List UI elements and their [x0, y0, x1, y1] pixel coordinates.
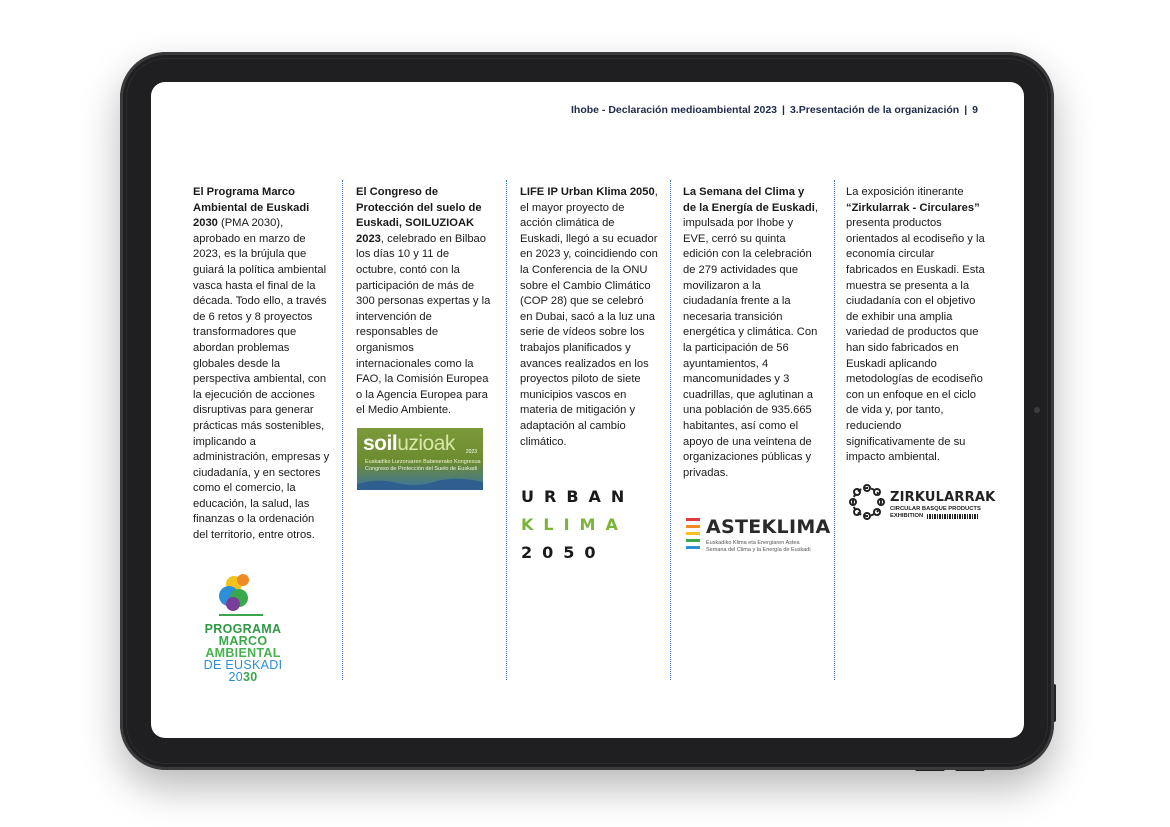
soiluzioak-wordmark [363, 432, 455, 456]
pma-2030-logo [193, 570, 293, 690]
pma-line-1: PROGRAMA [204, 622, 282, 636]
pma-text [193, 623, 293, 683]
column-bold-lead: LIFE IP Urban Klima 2050 [520, 186, 655, 198]
urban-year: 2050 [521, 543, 606, 562]
column-pma [193, 185, 331, 544]
column-text: , impulsada por Ihobe y EVE, cerró su quinta edición con la celebración de 279 actividades que movilizaron a la ciudadanía frente a la necesaria transición energética y climática. Con la participación de 56 ayuntamientos, 4 mancomunidades y 3 cuadrillas, que aglutinan a una población de 935.665 habitantes, así como el apoyo de una veintena de organizaciones públicas y privadas. [683, 201, 818, 479]
soil-a: soil [363, 432, 398, 455]
header-separator: | [964, 104, 968, 116]
column-text: (PMA 2030), aprobado en marzo de 2023, es la brújula que guiará la política ambiental vasca hasta el final de la década. Todo ello, a través de 6 retos y 8 proyectos transformadores que abordan problemas globales desde la perspectiva ambiental, con la ejecución de acciones disruptivas para generar prácticas más sostenibles, implicando a administración, empresas y ciudadanía, y en sectores como el comercio, la educación, la salud, las finanzas o la ordenación del territorio, entre otros. [193, 217, 330, 542]
zirkularrak-sub-2: EXHIBITION [890, 513, 924, 519]
zirkularrak-ring-icon [847, 482, 887, 522]
soil-badge: 2023 [465, 449, 477, 455]
pma-year [193, 671, 293, 683]
asteklima-sub-2: Semana del Clima y la Energía de Euskadi [706, 547, 811, 553]
column-divider [670, 180, 671, 680]
column-soiluzioak [356, 185, 491, 419]
column-bold-lead: El Congreso de Protección del suelo de Euskadi, SOILUZIOAK 2023 [356, 186, 482, 245]
pma-line-3: AMBIENTAL [205, 646, 281, 660]
column-text: , celebrado en Bilbao los días 10 y 11 de octubre, contó con la participación de más de 300 personas expertas y la intervención de responsables de organismos internacionales como la FAO, la Comisión Europea o la Agencia Europea para el Medio Ambiente. [356, 232, 491, 417]
zirkularrak-sub-1: CIRCULAR BASQUE PRODUCTS [890, 506, 981, 512]
column-text: , el mayor proyecto de acción climática de Euskadi, llegó a su ecuador en 2023 y, coincidiendo con la Conferencia de la ONU sobre el Cambio Climático (COP 28) que se celebró en Dubai, sacó a la luz una serie de vídeos sobre los trabajos planificados y avances realizados en los proyectos piloto de siete municipios vascos en materia de mitigación y adaptación al cambio climático. [520, 186, 658, 448]
header-doc-title: Ihobe - Declaración medioambiental 2023 [571, 104, 778, 116]
document-page [151, 82, 1024, 738]
urban-text: URBAN [521, 487, 635, 506]
zirkularrak-barcode [927, 514, 979, 519]
camera-icon [1034, 407, 1040, 413]
zirkularrak-title: ZIRKULARRAK [890, 490, 996, 505]
column-divider [342, 180, 343, 680]
soil-b: uzioak [397, 432, 455, 455]
column-divider [834, 180, 835, 680]
soil-sub-2: Congreso de Protección del Suelo de Euskadi [365, 466, 478, 472]
pma-globe-icon [193, 570, 293, 618]
header-separator: | [782, 104, 785, 116]
page-number: 9 [972, 104, 978, 116]
column-pre: La exposición itinerante [846, 186, 964, 198]
klima-text: KLIMA [521, 515, 628, 534]
page-header [571, 104, 978, 116]
column-zirkularrak [846, 185, 986, 466]
column-text: presenta productos orientados al ecodiseño y la economía circular fabricados en Euskadi. Esta muestra se presenta a la ciudadanía con el objetivo de exhibir una amplia variedad de productos que han sido fabricados en Euskadi aplicando metodologías de ecodiseño con un enfoque en el ciclo de vida y, por tanto, reduciendo significativamente de su impacto ambiental. [846, 217, 985, 464]
column-bold-lead: El Programa Marco Ambiental de Euskadi 2030 [193, 186, 310, 230]
zirkularrak-logo [847, 482, 996, 526]
pma-line-4: DE EUSKADI [203, 658, 283, 672]
soil-hills-icon [357, 476, 483, 490]
column-semana-clima [683, 185, 818, 481]
column-divider [506, 180, 507, 680]
asteklima-sub-1: Euskadiko Klima eta Energiaren Astea [706, 540, 800, 546]
asteklima-title: ASTEKLIMA [706, 516, 831, 538]
pma-year-a: 20 [228, 670, 243, 684]
asteklima-bars-icon [686, 518, 700, 552]
pma-line-2: MARCO [218, 634, 268, 648]
soiluzioak-logo [357, 428, 483, 490]
header-section: 3.Presentación de la organización [789, 104, 960, 116]
column-bold-lead: “Zirkularrak - Circulares” [846, 201, 980, 214]
soil-sub-1: Euskadiko Lurzoruaren Babeserako Kongresua [365, 459, 481, 465]
column-urban-klima [520, 185, 658, 450]
urban-klima-logo [521, 487, 651, 562]
column-bold-lead: La Semana del Clima y de la Energía de Euskadi [683, 186, 815, 214]
pma-year-b: 30 [243, 670, 258, 684]
